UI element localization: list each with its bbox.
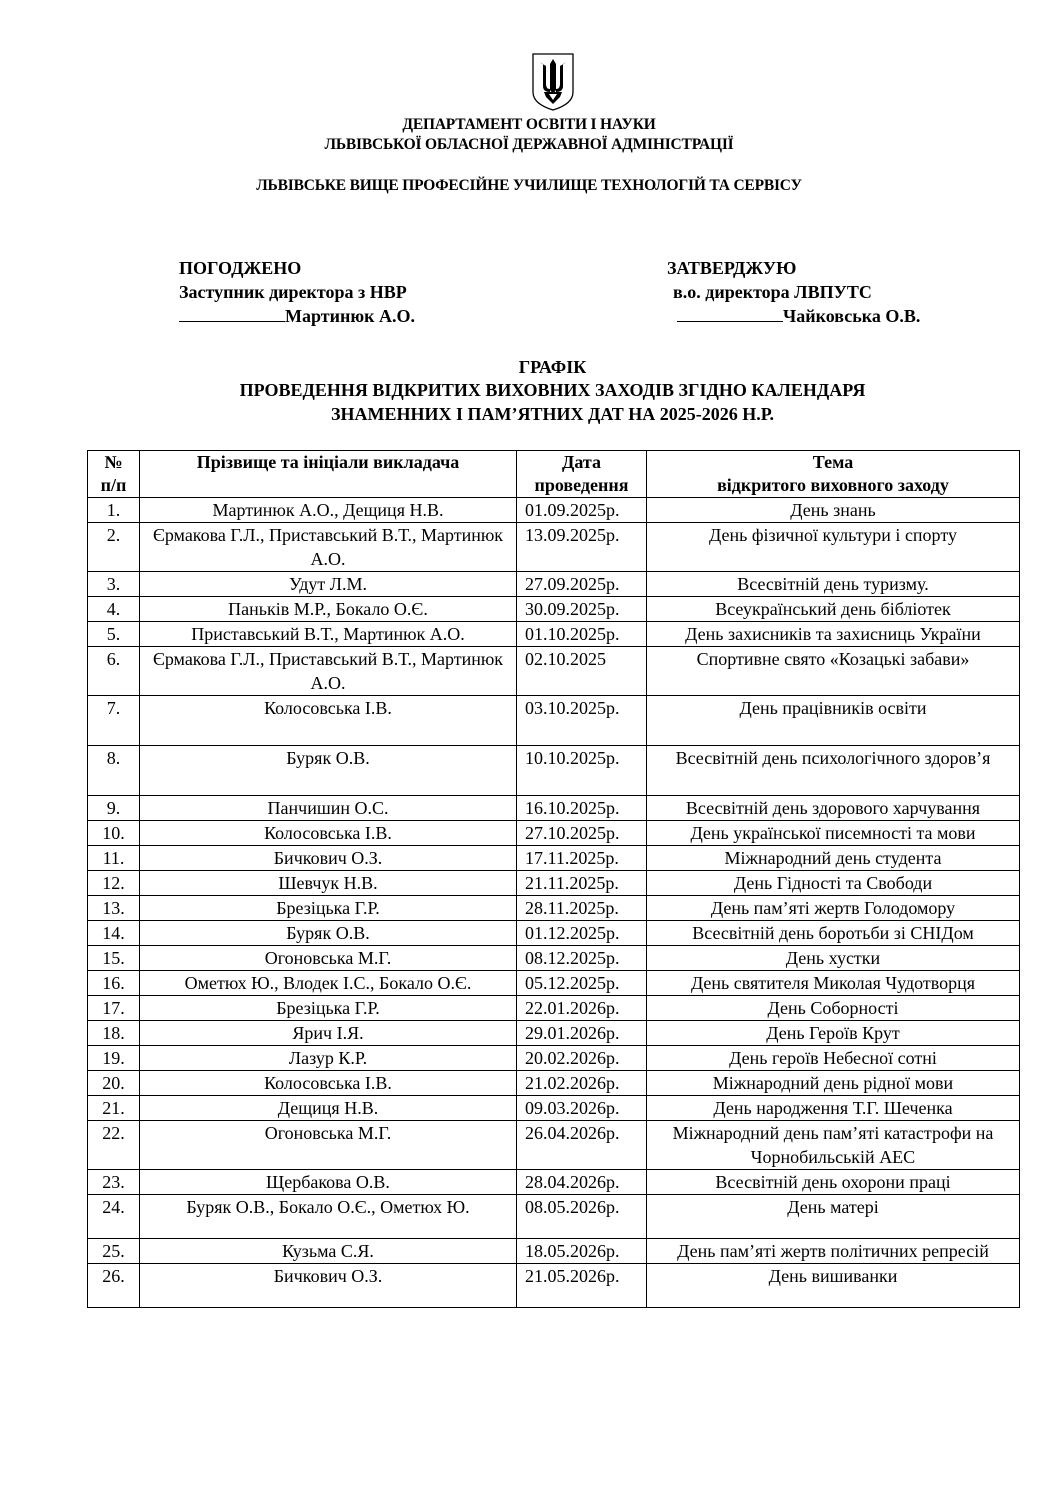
table-row [88,871,1020,896]
event-topic: Всеукраїнський день бібліотек [647,597,1020,622]
table-row [88,1264,1020,1308]
event-topic: День Героїв Крут [647,1021,1020,1046]
teacher-name: Ометюх Ю., Влодек І.С., Бокало О.Є. [140,971,517,996]
event-topic: Спортивне свято «Козацькі забави» [647,647,1020,696]
event-date: 28.04.2026р. [517,1170,647,1195]
table-row [88,996,1020,1021]
coat-of-arms-icon [530,52,576,112]
event-topic: День Соборності [647,996,1020,1021]
teacher-name: Колосовська І.В. [140,696,517,746]
event-topic: День матері [647,1195,1020,1239]
event-date: 28.11.2025р. [517,896,647,921]
teacher-name: Приставський В.Т., Мартинюк А.О. [140,622,517,647]
row-number: 22. [88,1121,140,1170]
table-row [88,921,1020,946]
teacher-name: Брезіцька Г.Р. [140,896,517,921]
table-row [88,821,1020,846]
table-row [88,746,1020,796]
row-number: 11. [88,846,140,871]
event-date: 17.11.2025р. [517,846,647,871]
agreed-position: Заступник директора з НВР [179,282,407,302]
table-row [88,1096,1020,1121]
event-topic: Всесвітній день психологічного здоров’я [647,746,1020,796]
event-date: 29.01.2026р. [517,1021,647,1046]
table-row [88,622,1020,647]
table-row [88,796,1020,821]
header-number: № п/п [88,451,140,498]
approved-block [667,256,920,328]
header-date: Дата проведення [517,451,647,498]
event-date: 20.02.2026р. [517,1046,647,1071]
event-date: 08.12.2025р. [517,946,647,971]
table-row [88,896,1020,921]
row-number: 9. [88,796,140,821]
header-topic: Тема відкритого виховного заходу [647,451,1020,498]
approved-heading: ЗАТВЕРДЖУЮ [667,258,797,278]
row-number: 15. [88,946,140,971]
row-number: 2. [88,523,140,572]
event-topic: Всесвітній день туризму. [647,572,1020,597]
teacher-name: Бичкович О.З. [140,1264,517,1308]
table-row [88,572,1020,597]
event-topic: День захисників та захисниць України [647,622,1020,647]
event-date: 18.05.2026р. [517,1239,647,1264]
event-topic: День народження Т.Г. Шеченка [647,1096,1020,1121]
approved-position: в.о. директора ЛВПУТС [673,282,872,302]
table-row [88,1071,1020,1096]
agreed-block [179,256,415,328]
document-subtitle-line2: ЗНАМЕННИХ І ПАМ’ЯТНИХ ДАТ НА 2025-2026 Н.Р. [330,404,775,424]
event-date: 30.09.2025р. [517,597,647,622]
row-number: 1. [88,498,140,523]
teacher-name: Колосовська І.В. [140,821,517,846]
table-row [88,971,1020,996]
event-date: 21.05.2026р. [517,1264,647,1308]
institution-name: ЛЬВІВСЬКЕ ВИЩЕ ПРОФЕСІЙНЕ УЧИЛИЩЕ ТЕХНОЛОГІЙ ТА СЕРВІСУ [256,177,802,194]
row-number: 23. [88,1170,140,1195]
row-number: 25. [88,1239,140,1264]
teacher-name: Панчишин О.С. [140,796,517,821]
teacher-name: Удут Л.М. [140,572,517,597]
event-topic: Всесвітній день охорони праці [647,1170,1020,1195]
event-date: 13.09.2025р. [517,523,647,572]
teacher-name: Огоновська М.Г. [140,1121,517,1170]
table-row [88,1021,1020,1046]
row-number: 16. [88,971,140,996]
row-number: 4. [88,597,140,622]
teacher-name: Єрмакова Г.Л., Приставський В.Т., Мартинюк А.О. [140,523,517,572]
event-topic: Міжнародний день рідної мови [647,1071,1020,1096]
table-row [88,1121,1020,1170]
event-topic: День вишиванки [647,1264,1020,1308]
row-number: 5. [88,622,140,647]
event-topic: Всесвітній день боротьби зі СНІДом [647,921,1020,946]
teacher-name: Огоновська М.Г. [140,946,517,971]
row-number: 13. [88,896,140,921]
approved-signature [667,304,920,328]
teacher-name: Єрмакова Г.Л., Приставський В.Т., Мартинюк А.О. [140,647,517,696]
row-number: 19. [88,1046,140,1071]
row-number: 7. [88,696,140,746]
teacher-name: Буряк О.В. [140,921,517,946]
event-date: 22.01.2026р. [517,996,647,1021]
row-number: 3. [88,572,140,597]
event-topic: День знань [647,498,1020,523]
row-number: 21. [88,1096,140,1121]
event-topic: День пам’яті жертв Голодомору [647,896,1020,921]
schedule-table [87,450,1020,1308]
teacher-name: Буряк О.В. [140,746,517,796]
agreed-signature [179,304,415,328]
teacher-name: Колосовська І.В. [140,1071,517,1096]
event-date: 10.10.2025р. [517,746,647,796]
event-topic: Міжнародний день студента [647,846,1020,871]
row-number: 6. [88,647,140,696]
event-topic: Міжнародний день пам’яті катастрофи на Чорнобильській АЕС [647,1121,1020,1170]
event-date: 01.09.2025р. [517,498,647,523]
event-topic: День української писемності та мови [647,821,1020,846]
event-topic: Всесвітній день здорового харчування [647,796,1020,821]
row-number: 14. [88,921,140,946]
approved-name: Чайковська О.В. [783,306,921,326]
event-topic: День фізичної культури і спорту [647,523,1020,572]
header-teacher: Прізвище та ініціали викладача [140,451,517,498]
event-topic: День пам’яті жертв політичних репресій [647,1239,1020,1264]
row-number: 12. [88,871,140,896]
department-name-line2: ЛЬВІВСЬКОЇ ОБЛАСНОЇ ДЕРЖАВНОЇ АДМІНІСТРАЦІЇ [324,136,734,153]
table-row [88,498,1020,523]
event-topic: День героїв Небесної сотні [647,1046,1020,1071]
event-date: 05.12.2025р. [517,971,647,996]
event-date: 26.04.2026р. [517,1121,647,1170]
table-header-row [88,451,1020,498]
teacher-name: Брезіцька Г.Р. [140,996,517,1021]
row-number: 17. [88,996,140,1021]
department-name-line1: ДЕПАРТАМЕНТ ОСВІТИ І НАУКИ [402,116,656,133]
teacher-name: Лазур К.Р. [140,1046,517,1071]
row-number: 24. [88,1195,140,1239]
event-date: 09.03.2026р. [517,1096,647,1121]
row-number: 8. [88,746,140,796]
event-date: 21.02.2026р. [517,1071,647,1096]
document-title: ГРАФІК [518,357,587,377]
event-date: 01.10.2025р. [517,622,647,647]
table-row [88,696,1020,746]
signature-line [677,307,783,322]
table-row [88,523,1020,572]
teacher-name: Паньків М.Р., Бокало О.Є. [140,597,517,622]
agreed-heading: ПОГОДЖЕНО [179,258,302,278]
teacher-name: Щербакова О.В. [140,1170,517,1195]
table-row [88,1170,1020,1195]
table-row [88,1239,1020,1264]
table-row [88,597,1020,622]
teacher-name: Шевчук Н.В. [140,871,517,896]
row-number: 20. [88,1071,140,1096]
event-date: 03.10.2025р. [517,696,647,746]
teacher-name: Ярич І.Я. [140,1021,517,1046]
table-row [88,1195,1020,1239]
event-date: 01.12.2025р. [517,921,647,946]
agreed-name: Мартинюк А.О. [285,306,415,326]
event-topic: День працівників освіти [647,696,1020,746]
event-topic: День Гідності та Свободи [647,871,1020,896]
signature-line [179,307,285,322]
event-date: 21.11.2025р. [517,871,647,896]
table-row [88,946,1020,971]
event-topic: День хустки [647,946,1020,971]
event-date: 08.05.2026р. [517,1195,647,1239]
teacher-name: Бичкович О.З. [140,846,517,871]
event-date: 27.09.2025р. [517,572,647,597]
row-number: 26. [88,1264,140,1308]
event-date: 16.10.2025р. [517,796,647,821]
row-number: 10. [88,821,140,846]
event-topic: День святителя Миколая Чудотворця [647,971,1020,996]
table-row [88,647,1020,696]
table-row [88,1046,1020,1071]
teacher-name: Мартинюк А.О., Дещиця Н.В. [140,498,517,523]
row-number: 18. [88,1021,140,1046]
event-date: 27.10.2025р. [517,821,647,846]
teacher-name: Кузьма С.Я. [140,1239,517,1264]
teacher-name: Дещиця Н.В. [140,1096,517,1121]
teacher-name: Буряк О.В., Бокало О.Є., Ометюх Ю. [140,1195,517,1239]
table-row [88,846,1020,871]
event-date: 02.10.2025 [517,647,647,696]
document-subtitle-line1: ПРОВЕДЕННЯ ВІДКРИТИХ ВИХОВНИХ ЗАХОДІВ ЗГІДНО КАЛЕНДАРЯ [239,380,866,400]
